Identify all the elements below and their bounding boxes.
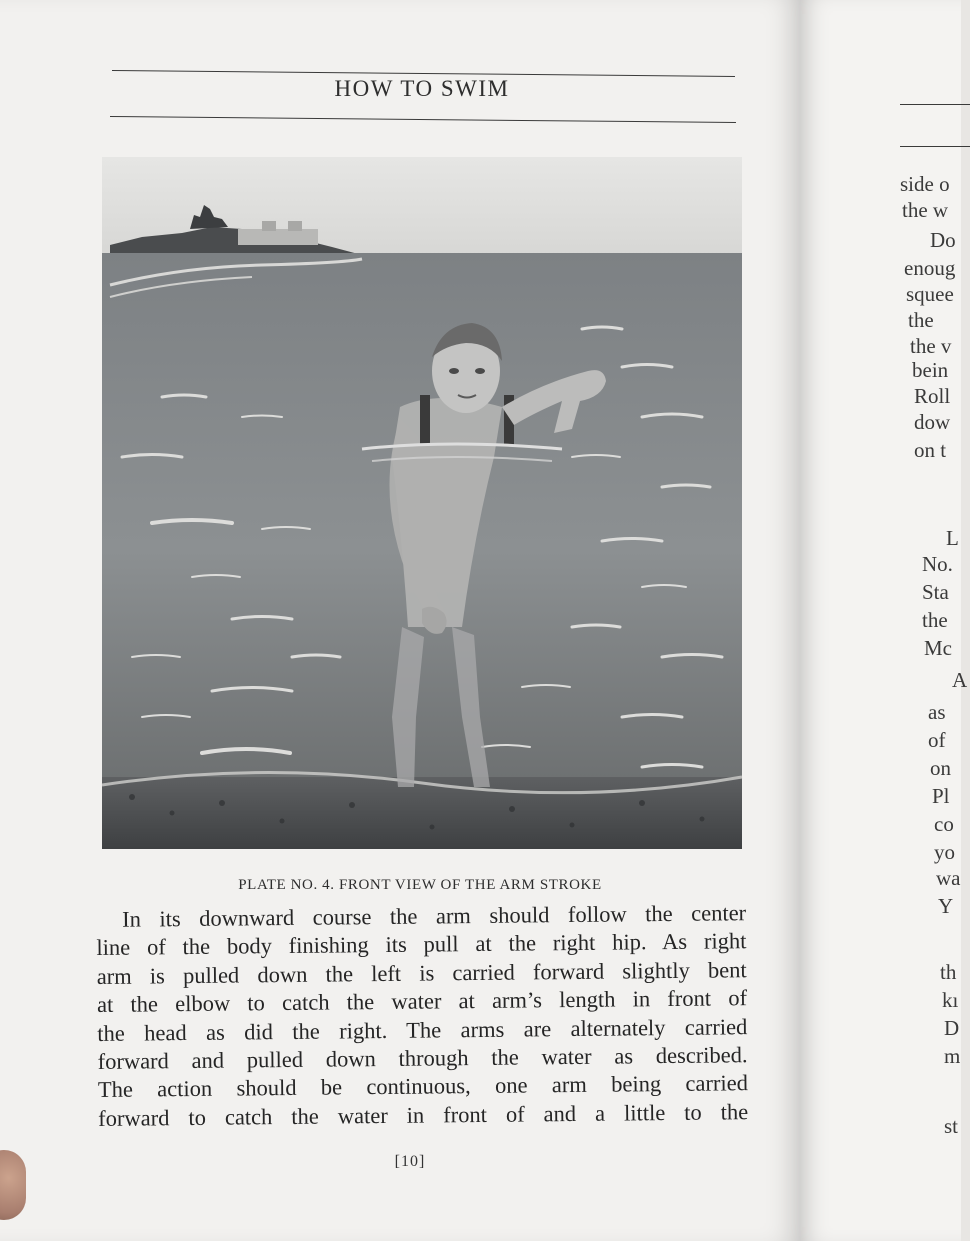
right-fragment: bein [912,358,949,382]
body-line: line of the body finishing its pull at the right hip. As right [96,928,747,961]
body-line: at the elbow to catch the water at arm’s length in front of [96,985,748,1018]
right-fragment: m [944,1044,961,1068]
right-fragment: Y [938,894,954,918]
right-fragment: dow [914,410,951,434]
right-header-rule-2 [900,146,970,147]
right-fragment: on [930,756,951,780]
right-fragment: st [944,1114,959,1138]
right-fragment: squee [906,282,954,306]
body-line: The action should be continuous, one arm being carried [97,1070,749,1103]
body-line: In its downward course the arm should follow the center [122,900,747,932]
right-fragment: yo [934,840,955,864]
right-fragment: Roll [914,384,951,408]
right-fragment: th [940,960,957,984]
right-fragment: Do [930,228,956,252]
page-number: [10] [394,1153,426,1170]
right-header-rule [900,104,970,105]
right-fragment: enoug [904,256,956,280]
plate-illustration [102,157,742,849]
body-paragraph [96,899,748,1133]
body-line: forward and pulled down through the water as described. [97,1042,748,1075]
right-fragment: of [928,728,946,752]
swimmer-photo [102,157,742,849]
right-fragment: the [908,308,934,332]
right-fragment: Pl [932,784,950,808]
right-fragment: the v [910,334,952,358]
right-fragment: wa [936,866,961,890]
right-fragment: the w [902,198,949,222]
right-fragment: as [928,700,946,724]
right-fragment: kı [942,988,959,1012]
right-fragment: Mc [924,636,952,660]
body-line: arm is pulled down the left is carried forward slightly bent [96,957,747,989]
body-line: forward to catch the water in front of and a little to the [98,1099,749,1131]
thumb [0,1150,26,1220]
running-head: HOW TO SWIM [334,76,510,101]
right-fragment: co [934,812,954,836]
right-fragment: Sta [922,580,949,604]
header-rule-bottom [110,116,736,123]
right-fragment: D [944,1016,960,1040]
right-fragment: A [952,668,968,692]
right-fragment: on t [914,438,947,462]
right-fragment: side o [900,172,950,196]
plate-caption: PLATE NO. 4. FRONT VIEW OF THE ARM STROKE [238,877,602,893]
right-fragment: No. [922,552,953,576]
body-line: the head as did the right. The arms are alternately carried [97,1013,748,1046]
right-page [800,0,968,1241]
right-fragment: L [946,526,959,550]
right-fragment: the [922,608,948,632]
